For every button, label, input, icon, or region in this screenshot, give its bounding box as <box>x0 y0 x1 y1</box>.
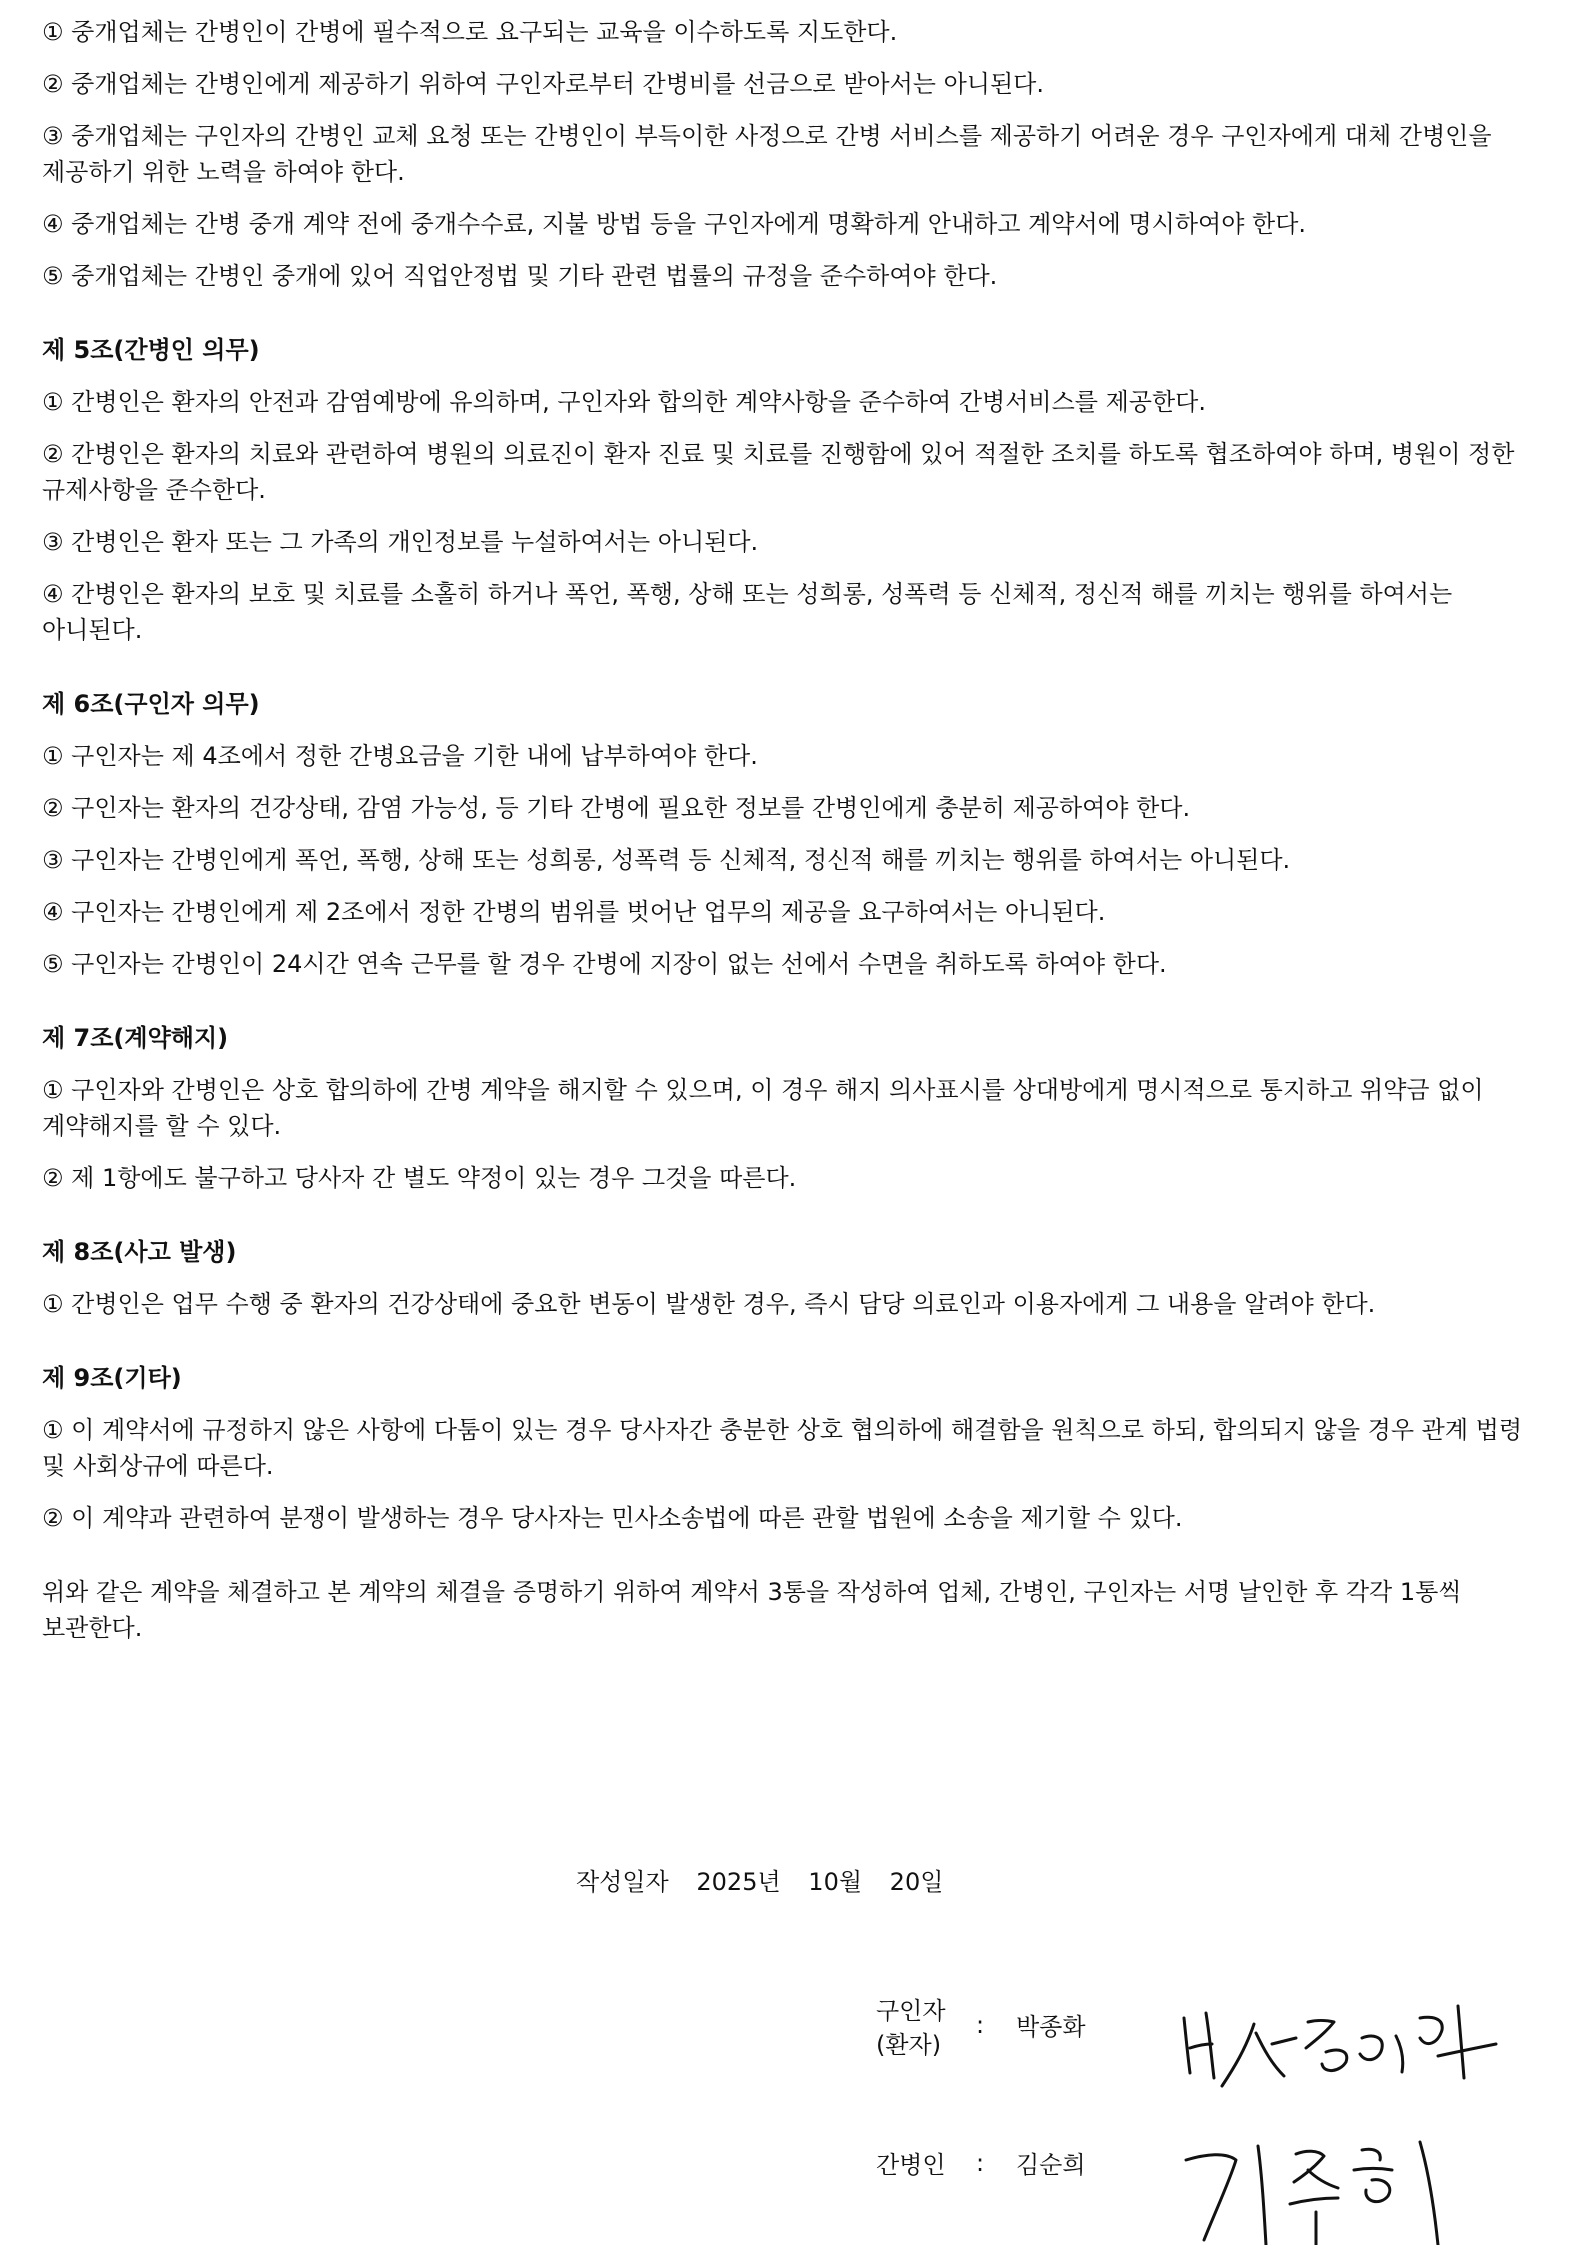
section5-item-3: ③ 간병인은 환자 또는 그 가족의 개인정보를 누설하여서는 아니된다. <box>42 528 759 556</box>
section8-title: 제 8조(사고 발생) <box>42 1238 237 1266</box>
section6-item-2: ② 구인자는 환자의 건강상태, 감염 가능성, 등 기타 간병에 필요한 정보를 간병인에게 충분히 제공하여야 한다. <box>42 794 1191 822</box>
date-label: 작성일자 <box>576 1868 669 1896</box>
closing-statement: 위와 같은 계약을 체결하고 본 계약의 체결을 증명하기 위하여 계약서 3통을 작성하여 업체, 간병인, 구인자는 서명 날인한 후 각각 1통씩 보관한다. <box>42 1578 1462 1642</box>
client-signature-block <box>876 1990 1566 2100</box>
section5-item-1: ① 간병인은 환자의 안전과 감염예방에 유의하며, 구인자와 합의한 계약사항을 준수하여 간병서비스를 제공한다. <box>42 388 1206 416</box>
client-role-line1: 구인자 <box>876 1997 946 2025</box>
section5-item-2: ② 간병인은 환자의 치료와 관련하여 병원의 의료진이 환자 진료 및 치료를 진행함에 있어 적절한 조치를 하도록 협조하여야 하며, 병원이 정한 규제사항을 준수한다. <box>42 440 1515 504</box>
caregiver-handwritten-signature <box>1166 2120 1486 2245</box>
client-role <box>876 1994 966 2062</box>
section7-title: 제 7조(계약해지) <box>42 1024 229 1052</box>
client-colon: : <box>976 2011 985 2039</box>
client-name: 박종화 <box>1016 2013 1086 2041</box>
contract-page <box>42 0 1552 1646</box>
section6-item-4: ④ 구인자는 간병인에게 제 2조에서 정한 간병의 범위를 벗어난 업무의 제공을 요구하여서는 아니된다. <box>42 898 1106 926</box>
section4-item-2: ② 중개업체는 간병인에게 제공하기 위하여 구인자로부터 간병비를 선금으로 받아서는 아니된다. <box>42 70 1044 98</box>
section4-item-1: ① 중개업체는 간병인이 간병에 필수적으로 요구되는 교육을 이수하도록 지도한다. <box>42 18 898 46</box>
section-4 <box>42 14 1552 294</box>
section5-item-4: ④ 간병인은 환자의 보호 및 치료를 소홀히 하거나 폭언, 폭행, 상해 또는 성희롱, 성폭력 등 신체적, 정신적 해를 끼치는 행위를 하여서는 아니된다. <box>42 580 1453 644</box>
caregiver-signature-block <box>876 2130 1566 2245</box>
caregiver-role: 간병인 <box>876 2151 946 2179</box>
section-9 <box>42 1360 1552 1536</box>
section6-item-3: ③ 구인자는 간병인에게 폭언, 폭행, 상해 또는 성희롱, 성폭력 등 신체적, 정신적 해를 끼치는 행위를 하여서는 아니된다. <box>42 846 1291 874</box>
date-year: 2025년 <box>696 1868 781 1896</box>
section-7 <box>42 1020 1552 1196</box>
section4-item-4: ④ 중개업체는 간병 중개 계약 전에 중개수수료, 지불 방법 등을 구인자에게 명확하게 안내하고 계약서에 명시하여야 한다. <box>42 210 1307 238</box>
section6-item-5: ⑤ 구인자는 간병인이 24시간 연속 근무를 할 경우 간병에 지장이 없는 선에서 수면을 취하도록 하여야 한다. <box>42 950 1167 978</box>
section6-title: 제 6조(구인자 의무) <box>42 690 260 718</box>
section5-title: 제 5조(간병인 의무) <box>42 336 260 364</box>
section-5 <box>42 332 1552 648</box>
caregiver-colon: : <box>976 2149 985 2177</box>
client-role-line2: (환자) <box>876 2031 942 2059</box>
section6-item-1: ① 구인자는 제 4조에서 정한 간병요금을 기한 내에 납부하여야 한다. <box>42 742 758 770</box>
section7-item-1: ① 구인자와 간병인은 상호 합의하에 간병 계약을 해지할 수 있으며, 이 경우 해지 의사표시를 상대방에게 명시적으로 통지하고 위약금 없이 계약해지를 할 수 있다. <box>42 1076 1484 1140</box>
section-8 <box>42 1234 1552 1322</box>
section9-title: 제 9조(기타) <box>42 1364 182 1392</box>
section9-item-1: ① 이 계약서에 규정하지 않은 사항에 다툼이 있는 경우 당사자간 충분한 상호 협의하에 해결함을 원칙으로 하되, 합의되지 않을 경우 관계 법령 및 사회상규에 따른다. <box>42 1416 1523 1480</box>
section4-item-3: ③ 중개업체는 구인자의 간병인 교체 요청 또는 간병인이 부득이한 사정으로 간병 서비스를 제공하기 어려운 경우 구인자에게 대체 간병인을 제공하기 위한 노력을 하여야 한다. <box>42 122 1492 186</box>
section4-item-5: ⑤ 중개업체는 간병인 중개에 있어 직업안정법 및 기타 관련 법률의 규정을 준수하여야 한다. <box>42 262 998 290</box>
section8-item-1: ① 간병인은 업무 수행 중 환자의 건강상태에 중요한 변동이 발생한 경우, 즉시 담당 의료인과 이용자에게 그 내용을 알려야 한다. <box>42 1290 1376 1318</box>
section7-item-2: ② 제 1항에도 불구하고 당사자 간 별도 약정이 있는 경우 그것을 따른다. <box>42 1164 797 1192</box>
caregiver-name: 김순희 <box>1016 2151 1086 2179</box>
section-6 <box>42 686 1552 982</box>
date-line <box>576 1864 963 1900</box>
section9-item-2: ② 이 계약과 관련하여 분쟁이 발생하는 경우 당사자는 민사소송법에 따른 관할 법원에 소송을 제기할 수 있다. <box>42 1504 1183 1532</box>
date-month: 10월 <box>808 1868 863 1896</box>
client-handwritten-signature <box>1176 1978 1506 2098</box>
date-day: 20일 <box>889 1868 944 1896</box>
